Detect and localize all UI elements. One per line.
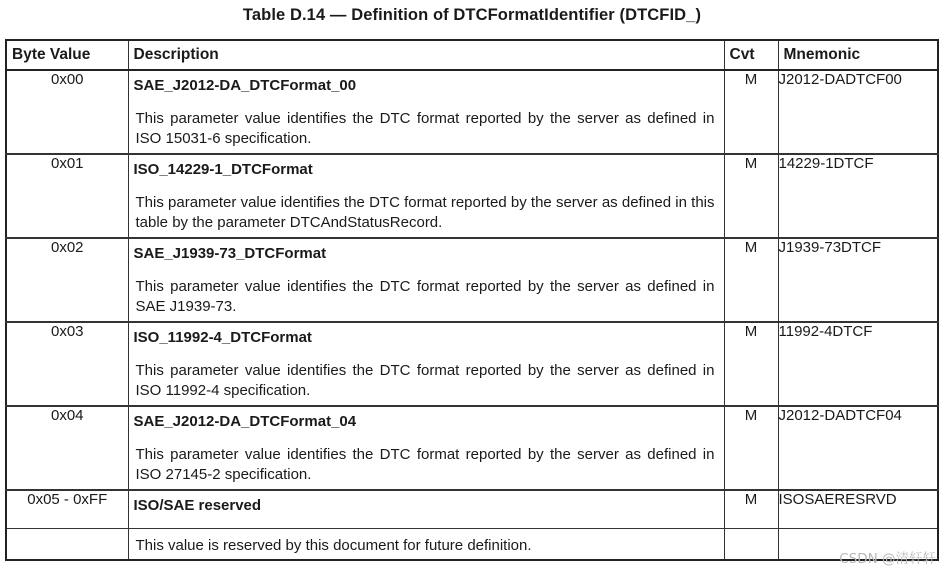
parameter-description: This parameter value identifies the DTC format reported by the server as defined in SAE J1939-73.: [135, 278, 715, 315]
parameter-name: ISO/SAE reserved: [133, 497, 262, 514]
table-row: [6, 322, 938, 406]
mnemonic-cell: 11992-4DTCF: [778, 322, 938, 406]
byte-value-cell: 0x03: [6, 322, 128, 406]
description-cell: [128, 528, 724, 560]
description-cell: [128, 490, 724, 528]
parameter-name: SAE_J2012-DA_DTCFormat_00: [133, 77, 357, 94]
parameter-description: This parameter value identifies the DTC format reported by the server as defined in ISO 15031-6 specification.: [135, 110, 715, 147]
dtc-format-identifier-table: [5, 39, 939, 561]
header-byte-value: Byte Value: [6, 40, 128, 70]
cvt-cell: M: [724, 322, 778, 406]
byte-value-cell: 0x05 - 0xFF: [6, 490, 128, 528]
table-row: [6, 238, 938, 322]
header-cvt: Cvt: [724, 40, 778, 70]
parameter-name: SAE_J1939-73_DTCFormat: [133, 245, 327, 262]
description-cell: [128, 322, 724, 406]
byte-value-cell: 0x04: [6, 406, 128, 490]
table-row: [6, 528, 938, 560]
parameter-description: This parameter value identifies the DTC format reported by the server as defined in ISO 11992-4 specification.: [135, 362, 715, 399]
mnemonic-cell: J2012-DADTCF04: [778, 406, 938, 490]
cvt-cell: [724, 528, 778, 560]
cvt-cell: M: [724, 154, 778, 238]
mnemonic-cell: J2012-DADTCF00: [778, 70, 938, 154]
table-row: [6, 70, 938, 154]
cvt-cell: M: [724, 70, 778, 154]
cvt-cell: M: [724, 238, 778, 322]
cvt-cell: M: [724, 490, 778, 528]
byte-value-cell: 0x00: [6, 70, 128, 154]
parameter-name: ISO_11992-4_DTCFormat: [133, 329, 312, 346]
parameter-name: ISO_14229-1_DTCFormat: [133, 161, 313, 178]
parameter-description: This parameter value identifies the DTC format reported by the server as defined in ISO 27145-2 specification.: [135, 446, 715, 483]
byte-value-cell: [6, 528, 128, 560]
cvt-cell: M: [724, 406, 778, 490]
watermark: CSDN @清轩轩: [839, 551, 936, 567]
header-description: Description: [128, 40, 724, 70]
table-row: [6, 490, 938, 528]
parameter-description: This value is reserved by this document for future definition.: [135, 536, 532, 554]
table-row: [6, 406, 938, 490]
description-cell: [128, 406, 724, 490]
mnemonic-cell: 14229-1DTCF: [778, 154, 938, 238]
parameter-name: SAE_J2012-DA_DTCFormat_04: [133, 413, 357, 430]
description-cell: [128, 154, 724, 238]
table-row: [6, 154, 938, 238]
byte-value-cell: 0x02: [6, 238, 128, 322]
parameter-description: This parameter value identifies the DTC format reported by the server as defined in this table by the parameter DTCAndStatusRecord.: [135, 194, 715, 231]
table-caption: Table D.14 — Definition of DTCFormatIdentifier (DTCFID_): [242, 6, 702, 24]
mnemonic-cell: ISOSAERESRVD: [778, 490, 938, 528]
byte-value-cell: 0x01: [6, 154, 128, 238]
mnemonic-cell: J1939-73DTCF: [778, 238, 938, 322]
header-row: [6, 40, 938, 70]
description-cell: [128, 70, 724, 154]
header-mnemonic: Mnemonic: [778, 40, 938, 70]
description-cell: [128, 238, 724, 322]
